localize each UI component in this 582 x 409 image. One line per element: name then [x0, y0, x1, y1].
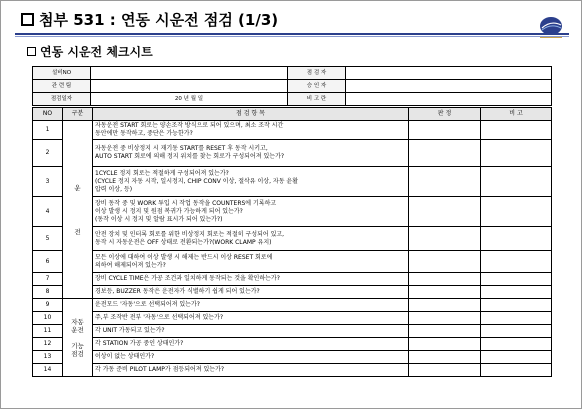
section-title — [27, 43, 153, 60]
table-row — [33, 338, 552, 351]
remarks-value[interactable] — [346, 93, 552, 106]
table-row — [33, 325, 552, 338]
category-char: 자동 — [71, 317, 84, 326]
row-remark-cell[interactable] — [481, 351, 552, 364]
table-row — [33, 167, 552, 197]
row-remark-cell[interactable] — [481, 273, 552, 286]
row-judge-cell[interactable] — [409, 197, 481, 227]
row-item: 경보등, BUZZER 동작은 운전자가 식별하기 쉽게 되어 있는가? — [93, 286, 409, 299]
row-no: 5 — [33, 227, 63, 251]
date-label: 점검일자 — [33, 93, 91, 106]
category-char: 기능 — [71, 341, 84, 350]
row-remark-cell[interactable] — [481, 167, 552, 197]
row-judge-cell[interactable] — [409, 121, 481, 140]
row-no: 2 — [33, 140, 63, 167]
row-remark-cell[interactable] — [481, 197, 552, 227]
row-item: 자동운전 START 회로는 양손조작 방식으로 되어 있으며, 최소 조작 시간 동안에만 동작하고, 중단은 가능한가? — [93, 121, 409, 140]
table-row — [33, 227, 552, 251]
approver-value[interactable] — [346, 80, 552, 93]
category-char: 전 — [74, 227, 81, 236]
table-row — [33, 286, 552, 299]
row-judge-cell[interactable] — [409, 286, 481, 299]
remarks-label: 비 고 란 — [288, 93, 346, 106]
page-title — [21, 9, 278, 30]
row-item: 장비 CYCLE TIME은 가공 조건과 일치하게 동작되는 것을 확인하는가? — [93, 273, 409, 286]
header-remark: 비 고 — [481, 108, 552, 121]
table-row — [33, 140, 552, 167]
row-judge-cell[interactable] — [409, 312, 481, 325]
section-title-text: 연동 시운전 체크시트 — [40, 45, 153, 59]
row-item: 각 STATION 가공 중인 상태인가? — [93, 338, 409, 351]
header-no: NO — [33, 108, 63, 121]
table-row — [33, 351, 552, 364]
header-judge: 판 정 — [409, 108, 481, 121]
row-remark-cell[interactable] — [481, 140, 552, 167]
row-item: 1CYCLE 정지 회로는 적절하게 구성되어져 있는가? (CYCLE 정지 자동 시작, 일시정지, CHIP CONV 이상, 절삭유 이상, 자동 윤활 압력 이상, 등) — [93, 167, 409, 197]
row-remark-cell[interactable] — [481, 364, 552, 377]
row-remark-cell[interactable] — [481, 227, 552, 251]
category-char: 점검 — [71, 349, 84, 358]
approver-label: 승 인 자 — [288, 80, 346, 93]
row-item: 안전 장치 및 인터록 회로를 위한 비상정지 회로는 적절히 구성되어 있고, 동작 시 자동운전은 OFF 상태로 전환되는가?(WORK CLAMP 유지) — [93, 227, 409, 251]
row-remark-cell[interactable] — [481, 121, 552, 140]
equipment-no-value[interactable] — [91, 67, 288, 80]
table-row — [33, 299, 552, 312]
row-no: 3 — [33, 167, 63, 197]
row-no: 13 — [33, 351, 63, 364]
row-no: 4 — [33, 197, 63, 227]
row-item: 각 가동 준비 PILOT LAMP가 점등되어져 있는가? — [93, 364, 409, 377]
header-category: 구분 — [63, 108, 93, 121]
row-judge-cell[interactable] — [409, 351, 481, 364]
row-remark-cell[interactable] — [481, 325, 552, 338]
row-no: 7 — [33, 273, 63, 286]
team-value[interactable] — [91, 80, 288, 93]
checkbox-square-icon — [27, 47, 36, 56]
row-item: 장비 동작 중 및 WORK 투입 시 작업 동작을 COUNTERS에 기록하고 이상 발생 시 정지 및 원점 복귀가 가능하게 되어 있는가? (동작 이상 시 정지 및 알람 표시가 되어 있는가?) — [93, 197, 409, 227]
checklist-table — [32, 107, 552, 377]
company-logo-icon — [537, 15, 565, 41]
equipment-no-label: 설비NO — [33, 67, 91, 80]
row-item: 운전모드 '자동'으로 선택되어져 있는가? — [93, 299, 409, 312]
row-no: 9 — [33, 299, 63, 312]
row-item: 이상이 없는 상태인가? — [93, 351, 409, 364]
page-title-text: 첨부 531 : 연동 시운전 점검 (1/3) — [39, 11, 279, 29]
info-table — [32, 66, 552, 106]
table-row — [33, 273, 552, 286]
table-row — [33, 312, 552, 325]
category-cell-auto-function — [63, 299, 93, 377]
header-rule-thin — [15, 36, 569, 37]
row-judge-cell[interactable] — [409, 251, 481, 273]
date-value[interactable]: 20 년 월 일 — [91, 93, 288, 106]
row-item: 각 UNIT 가동되고 있는가? — [93, 325, 409, 338]
category-cell-operation — [63, 121, 93, 299]
row-item: 모든 이상에 대하여 이상 발생 시 해제는 반드시 이상 RESET 회로에 의하여 해제되어져 있는가? — [93, 251, 409, 273]
category-char: 운 — [74, 183, 81, 192]
row-no: 1 — [33, 121, 63, 140]
row-remark-cell[interactable] — [481, 299, 552, 312]
row-no: 6 — [33, 251, 63, 273]
inspector-label: 점 검 자 — [288, 67, 346, 80]
row-item: 자동운전 중 비상정지 시 재기동 START를 RESET 후 동작 시키고, AUTO START 회로에 의해 정지 위치를 찾는 회로가 구성되어져 있는가? — [93, 140, 409, 167]
row-judge-cell[interactable] — [409, 364, 481, 377]
row-remark-cell[interactable] — [481, 338, 552, 351]
team-label: 관 련 팀 — [33, 80, 91, 93]
header-item: 점 검 항 목 — [93, 108, 409, 121]
table-row — [33, 364, 552, 377]
row-no: 10 — [33, 312, 63, 325]
row-no: 14 — [33, 364, 63, 377]
row-judge-cell[interactable] — [409, 167, 481, 197]
row-remark-cell[interactable] — [481, 251, 552, 273]
table-row — [33, 197, 552, 227]
header-rule — [15, 33, 569, 35]
row-judge-cell[interactable] — [409, 227, 481, 251]
row-no: 12 — [33, 338, 63, 351]
inspector-value[interactable] — [346, 67, 552, 80]
category-char: 운전 — [71, 325, 84, 334]
row-judge-cell[interactable] — [409, 273, 481, 286]
table-row — [33, 251, 552, 273]
row-judge-cell[interactable] — [409, 140, 481, 167]
row-judge-cell[interactable] — [409, 338, 481, 351]
row-judge-cell[interactable] — [409, 299, 481, 312]
row-item: 주,부 조작반 전부 '자동'으로 선택되어져 있는가? — [93, 312, 409, 325]
row-judge-cell[interactable] — [409, 325, 481, 338]
row-no: 8 — [33, 286, 63, 299]
checkbox-square-icon — [21, 13, 34, 26]
table-header-row — [33, 108, 552, 121]
table-row — [33, 121, 552, 140]
row-remark-cell[interactable] — [481, 286, 552, 299]
row-remark-cell[interactable] — [481, 312, 552, 325]
row-no: 11 — [33, 325, 63, 338]
